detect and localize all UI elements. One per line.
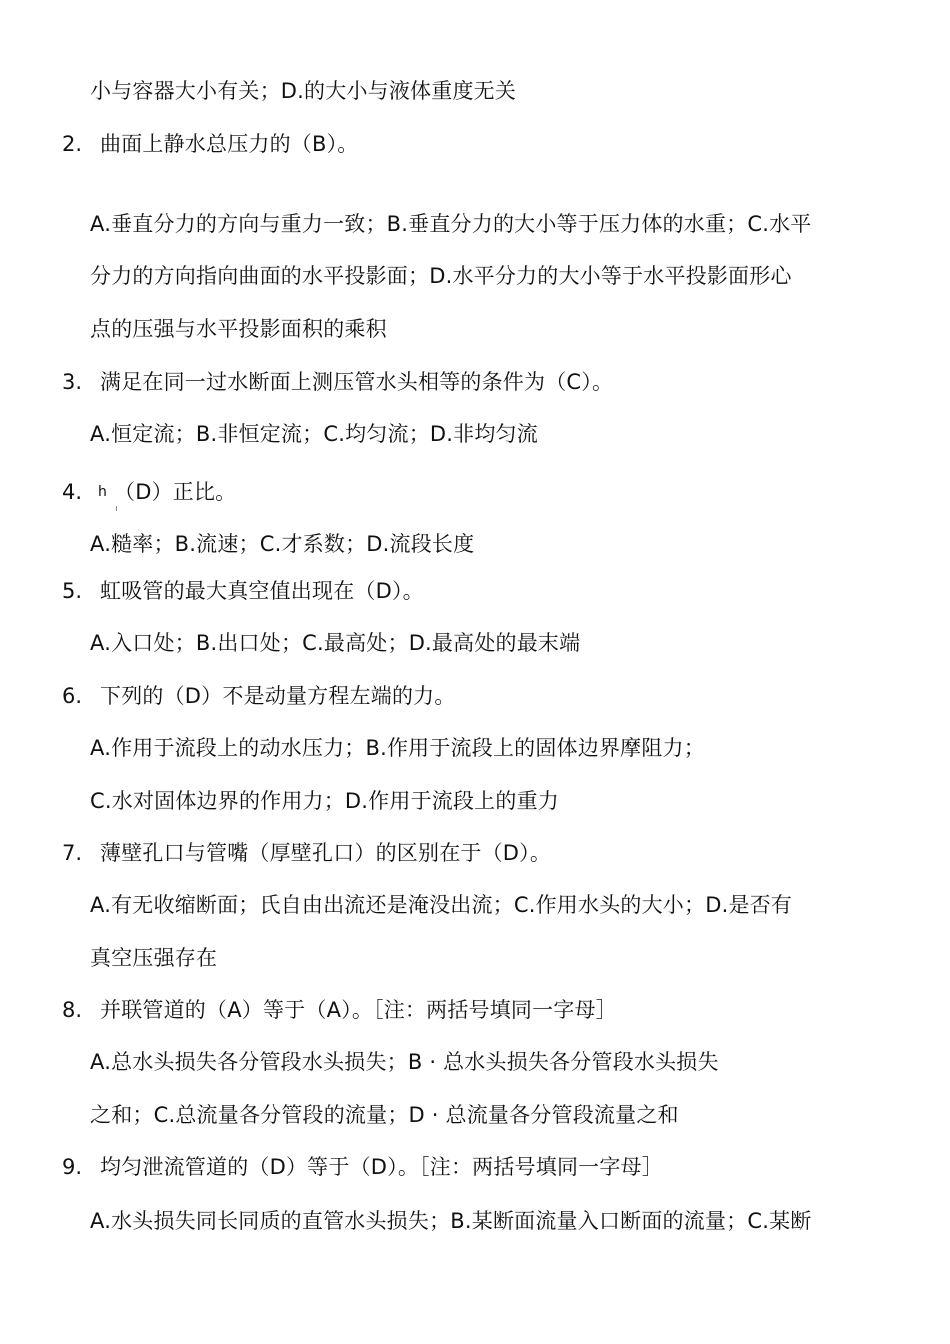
question-3-number: 3. xyxy=(62,370,83,394)
question-5-text: 虹吸管的最大真空值出现在（D）。 xyxy=(100,579,424,603)
question-6-text: 下列的（D）不是动量方程左端的力。 xyxy=(100,684,456,708)
question-2-text: 曲面上静水总压力的（B）。 xyxy=(100,132,359,156)
question-7-options-line-1: A.有无收缩断面；氏自由出流还是淹没出流；C.作用水头的大小；D.是否有 xyxy=(90,893,793,917)
question-4-subscript-mark xyxy=(116,506,117,511)
question-3-options: A.恒定流；B.非恒定流；C.均匀流；D.非均匀流 xyxy=(90,422,538,446)
question-4-options: A.糙率；B.流速；C.才系数；D.流段长度 xyxy=(90,532,475,556)
question-2-options-line-1: A.垂直分力的方向与重力一致；B.垂直分力的大小等于压力体的水重；C.水平 xyxy=(90,212,812,236)
question-9-options-line-1: A.水头损失同长同质的直管水头损失；B.某断面流量入口断面的流量；C.某断 xyxy=(90,1209,812,1233)
question-2-number: 2. xyxy=(62,132,83,156)
question-8-options-line-2: 之和；C.总流量各分管段的流量；D · 总流量各分管段流量之和 xyxy=(90,1103,679,1127)
question-6-number: 6. xyxy=(62,684,83,708)
question-8-text: 并联管道的（A）等于（A）。［注：两括号填同一字母］ xyxy=(100,998,617,1022)
question-3-text: 满足在同一过水断面上测压管水头相等的条件为（C）。 xyxy=(100,370,614,394)
question-9-text: 均匀泄流管道的（D）等于（D）。［注：两括号填同一字母］ xyxy=(100,1155,663,1179)
question-4-number: 4. xyxy=(62,480,83,504)
question-2-options-line-3: 点的压强与水平投影面积的乘积 xyxy=(90,317,387,341)
question-9-number: 9. xyxy=(62,1155,83,1179)
question-7-options-line-2: 真空压强存在 xyxy=(90,946,218,970)
question-4-symbol-h: h xyxy=(98,484,107,500)
question-6-options-line-2: C.水对固体边界的作用力；D.作用于流段上的重力 xyxy=(90,789,559,813)
question-4-text: （D）正比。 xyxy=(114,480,237,504)
question-5-number: 5. xyxy=(62,579,83,603)
question-8-options-line-1: A.总水头损失各分管段水头损失；B · 总水头损失各分管段水头损失 xyxy=(90,1050,719,1074)
question-6-options-line-1: A.作用于流段上的动水压力；B.作用于流段上的固体边界摩阻力； xyxy=(90,736,705,760)
question-7-text: 薄壁孔口与管嘴（厚壁孔口）的区别在于（D）。 xyxy=(100,841,552,865)
question-7-number: 7. xyxy=(62,841,83,865)
question-5-options: A.入口处；B.出口处；C.最高处；D.最高处的最末端 xyxy=(90,631,581,655)
q1-answer-line-end: 小与容器大小有关；D.的大小与液体重度无关 xyxy=(90,79,517,103)
question-8-number: 8. xyxy=(62,998,83,1022)
question-2-options-line-2: 分力的方向指向曲面的水平投影面；D.水平分力的大小等于水平投影面形心 xyxy=(90,264,792,288)
